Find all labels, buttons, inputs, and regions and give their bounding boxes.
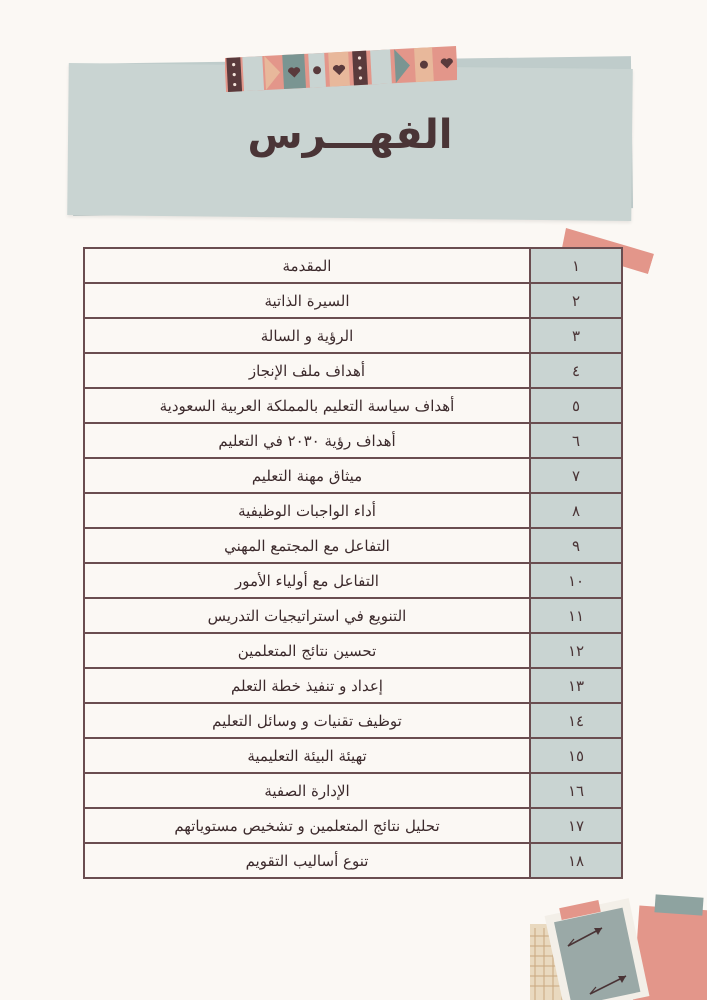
toc-row-label: أداء الواجبات الوظيفية (84, 493, 530, 528)
toc-row-label: تهيئة البيئة التعليمية (84, 738, 530, 773)
toc-row-number: ١٣ (530, 668, 622, 703)
toc-row (84, 353, 622, 388)
toc-row (84, 563, 622, 598)
toc-row-number: ٨ (530, 493, 622, 528)
toc-row-label: تنوع أساليب التقويم (84, 843, 530, 878)
toc-row-label: إعداد و تنفيذ خطة التعلم (84, 668, 530, 703)
toc-row-label: المقدمة (84, 248, 530, 283)
toc-row-number: ٦ (530, 423, 622, 458)
toc-row-number: ١٨ (530, 843, 622, 878)
toc-row-label: تحسين نتائج المتعلمين (84, 633, 530, 668)
toc-row-label: أهداف ملف الإنجاز (84, 353, 530, 388)
toc-row-number: ٣ (530, 318, 622, 353)
toc-row (84, 738, 622, 773)
toc-row-label: التفاعل مع المجتمع المهني (84, 528, 530, 563)
toc-row (84, 668, 622, 703)
toc-row (84, 248, 622, 283)
toc-row-number: ١٧ (530, 808, 622, 843)
toc-row (84, 633, 622, 668)
toc-row-label: أهداف رؤية ٢٠٣٠ في التعليم (84, 423, 530, 458)
page-title: الفهـــرس (247, 112, 453, 158)
toc-row (84, 318, 622, 353)
toc-row-number: ٧ (530, 458, 622, 493)
toc-row-label: التنويع في استراتيجيات التدريس (84, 598, 530, 633)
toc-row (84, 458, 622, 493)
toc-row-number: ٥ (530, 388, 622, 423)
toc-row-label: الإدارة الصفية (84, 773, 530, 808)
toc-row (84, 528, 622, 563)
toc-row-label: الرؤية و السالة (84, 318, 530, 353)
toc-row-number: ١٥ (530, 738, 622, 773)
toc-row (84, 808, 622, 843)
toc-row-number: ٢ (530, 283, 622, 318)
toc-row-number: ١٠ (530, 563, 622, 598)
decorative-washi-tape (225, 44, 457, 92)
toc-row (84, 598, 622, 633)
toc-row-number: ١٢ (530, 633, 622, 668)
toc-row-number: ١١ (530, 598, 622, 633)
toc-row-label: التفاعل مع أولياء الأمور (84, 563, 530, 598)
toc-row (84, 843, 622, 878)
table-of-contents (83, 247, 623, 879)
toc-row-number: ٩ (530, 528, 622, 563)
toc-row-label: ميثاق مهنة التعليم (84, 458, 530, 493)
toc-row (84, 388, 622, 423)
toc-row-label: تحليل نتائج المتعلمين و تشخيص مستوياتهم (84, 808, 530, 843)
toc-row (84, 493, 622, 528)
toc-row-number: ١٤ (530, 703, 622, 738)
toc-row-number: ٤ (530, 353, 622, 388)
toc-row-number: ١٦ (530, 773, 622, 808)
toc-row (84, 423, 622, 458)
toc-row-label: السيرة الذاتية (84, 283, 530, 318)
decorative-photo-collage (530, 888, 707, 1000)
toc-row-label: أهداف سياسة التعليم بالمملكة العربية السعودية (84, 388, 530, 423)
toc-row (84, 773, 622, 808)
toc-row-label: توظيف تقنيات و وسائل التعليم (84, 703, 530, 738)
toc-row-number: ١ (530, 248, 622, 283)
toc-row (84, 703, 622, 738)
toc-row (84, 283, 622, 318)
